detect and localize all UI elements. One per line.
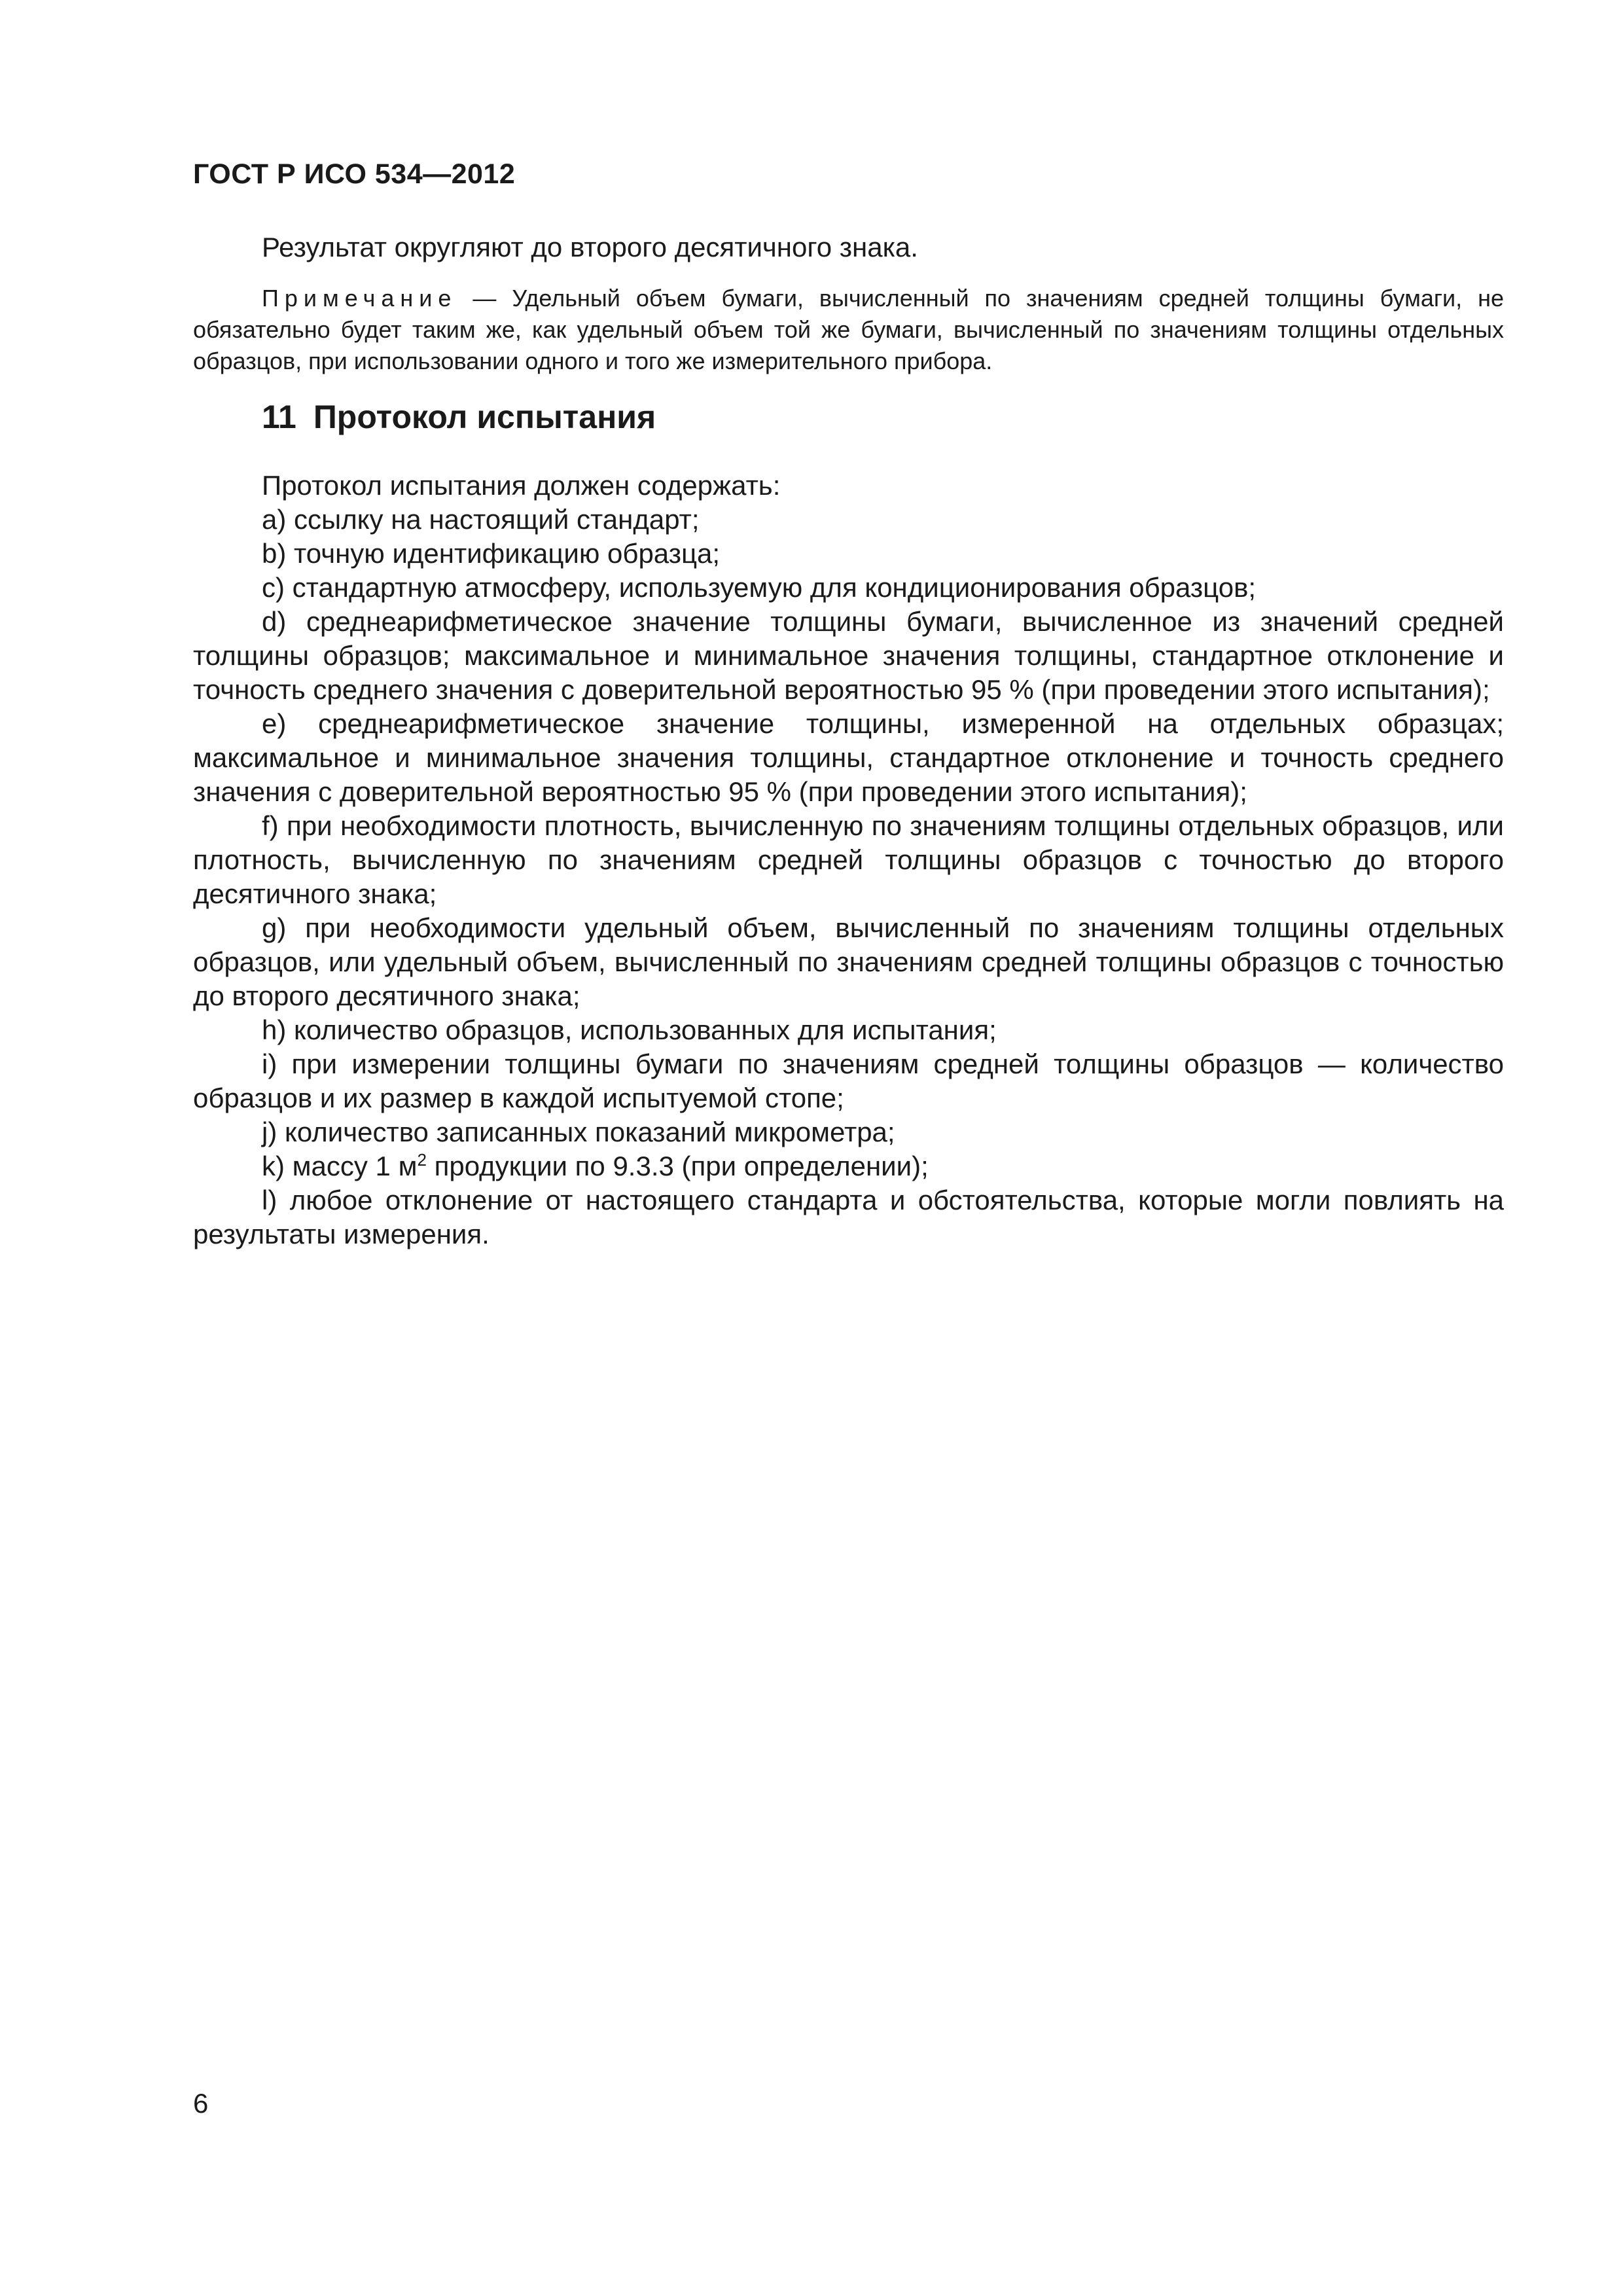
result-paragraph <box>193 230 1504 264</box>
section-heading <box>262 398 656 436</box>
note-prefix: Примечание <box>262 285 457 312</box>
section-number: 11 <box>262 399 296 435</box>
list-intro: Протокол испытания должен содержать: <box>262 470 781 501</box>
protocol-list <box>193 469 1504 1251</box>
list-item-l: l) любое отклонение от настоящего стандарта и обстоятельства, которые могли повлиять на результаты измерения. <box>193 1185 1504 1249</box>
list-item-b: b) точную идентификацию образца; <box>262 538 721 569</box>
list-item-k <box>193 1149 1504 1183</box>
note-text: — Удельный объем бумаги, вычисленный по значениям средней толщины бумаги, не обязательно будет таким же, как удельный объем той же бумаги, вычисленный по значениям толщины отдельных образцов, при использовании одного и того же измерительного прибора. <box>193 285 1504 374</box>
list-item-g: g) при необходимости удельный объем, вычисленный по значениям толщины отдельных образцов, или удельный объем, вычисленный по значениям средней толщины образцов с точностью до второго десятичного знака; <box>193 912 1504 1011</box>
list-item-k-superscript: 2 <box>417 1150 427 1170</box>
note-paragraph <box>193 283 1504 377</box>
list-item-k-after: продукции по 9.3.3 (при определении); <box>426 1151 929 1181</box>
list-item-j: j) количество записанных показаний микрометра; <box>262 1117 895 1147</box>
list-item-c: c) стандартную атмосферу, используемую для кондиционирования образцов; <box>262 572 1257 603</box>
result-text: Результат округляют до второго десятичного знака. <box>262 232 918 262</box>
list-item-e: e) среднеарифметическое значение толщины, измеренной на отдельных образцах; максимальное и минимальное значения толщины, стандартное отклонение и точность среднего значения с доверительной вероятностью 95 % (при проведении этого испытания); <box>193 708 1504 807</box>
list-item-d: d) среднеарифметическое значение толщины бумаги, вычисленное из значений средней толщины образцов; максимальное и минимальное значения толщины, стандартное отклонение и точность среднего значения с доверительной вероятностью 95 % (при проведении этого испытания); <box>193 606 1504 705</box>
list-item-a: a) ссылку на настоящий стандарт; <box>262 504 700 535</box>
list-item-h: h) количество образцов, использованных для испытания; <box>262 1014 997 1045</box>
page-number: 6 <box>193 2088 209 2119</box>
list-item-k-before: k) массу 1 м <box>262 1151 418 1181</box>
document-header: ГОСТ Р ИСО 534—2012 <box>193 158 516 190</box>
list-item-f: f) при необходимости плотность, вычисленную по значениям толщины отдельных образцов, или плотность, вычисленную по значениям средней толщины образцов с точностью до второго десятичного знака; <box>193 810 1504 909</box>
section-title: Протокол испытания <box>313 399 656 435</box>
list-item-i: i) при измерении толщины бумаги по значениям средней толщины образцов — количество образцов и их размер в каждой испытуемой стопе; <box>193 1049 1504 1113</box>
